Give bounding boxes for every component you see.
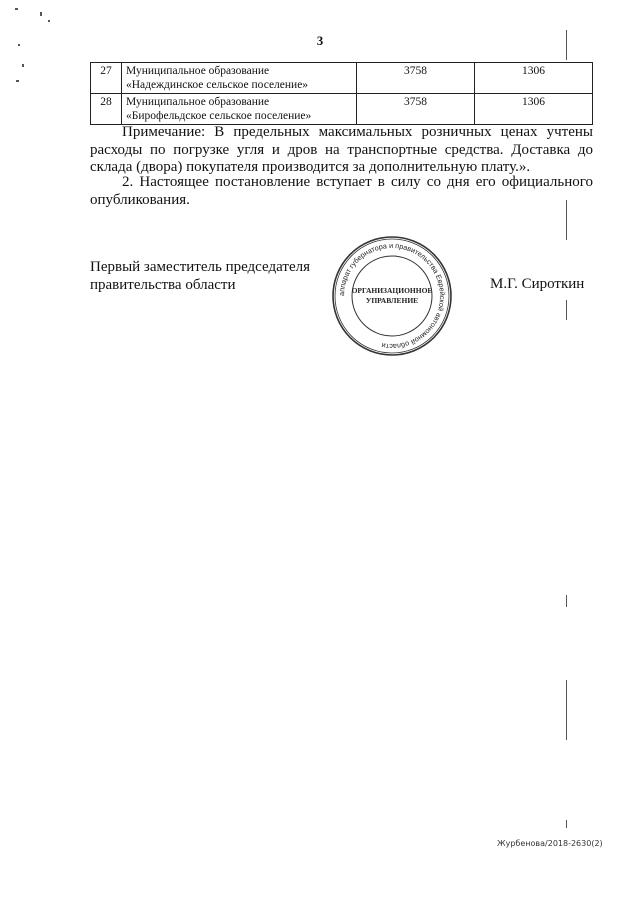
scan-edge-line (566, 820, 567, 828)
seal-center-line: ОРГАНИЗАЦИОННОЕ (351, 286, 433, 295)
table-row (91, 63, 593, 94)
scan-edge-line (566, 300, 567, 320)
scan-speck (16, 80, 19, 82)
signer-title-line: Первый заместитель председателя (90, 259, 310, 275)
clause-paragraph: 2. Настоящее постановление вступает в силу со дня его официального опубликования. (90, 174, 593, 208)
scan-speck (22, 64, 24, 67)
row-value-1: 3758 (357, 94, 475, 125)
row-value-1: 3758 (357, 63, 475, 94)
row-number: 28 (91, 94, 122, 125)
price-table (90, 62, 593, 125)
row-municipality (122, 94, 357, 125)
scan-edge-line (566, 680, 567, 740)
scan-speck (40, 12, 42, 16)
row-number: 27 (91, 63, 122, 94)
footer-code: Журбенова/2018-2630(2) (497, 839, 603, 848)
seal-center-line: УПРАВЛЕНИЕ (365, 296, 419, 305)
scan-speck (15, 8, 18, 10)
page-number: 3 (316, 33, 324, 48)
signer-title-line: правительства области (90, 276, 236, 293)
row-name-line: Муниципальное образование (126, 96, 270, 108)
row-municipality (122, 63, 357, 94)
table-row (91, 94, 593, 125)
scan-edge-line (566, 30, 567, 60)
scan-speck (48, 20, 50, 22)
scan-edge-line (566, 200, 567, 240)
row-name-line: «Бирофельдское сельское поселение» (126, 110, 312, 122)
seal-ring-text: аппарат губернатора и правительства Еврейской автономной области (336, 240, 448, 352)
signer-title (90, 259, 330, 294)
row-value-2: 1306 (475, 94, 593, 125)
scan-edge-line (566, 595, 567, 607)
signer-name: М.Г. Сироткин (490, 276, 585, 292)
row-value-2: 1306 (475, 63, 593, 94)
note-paragraph: Примечание: В предельных максимальных розничных ценах учтены расходы по погрузке угля и дров на транспортные средства. Доставка до склада (двора) покупателя производится за дополнительную плату.». (90, 124, 593, 175)
official-seal (330, 234, 454, 358)
scan-speck (18, 44, 20, 46)
row-name-line: «Надеждинское сельское поселение» (126, 79, 309, 91)
row-name-line: Муниципальное образование (126, 65, 270, 77)
